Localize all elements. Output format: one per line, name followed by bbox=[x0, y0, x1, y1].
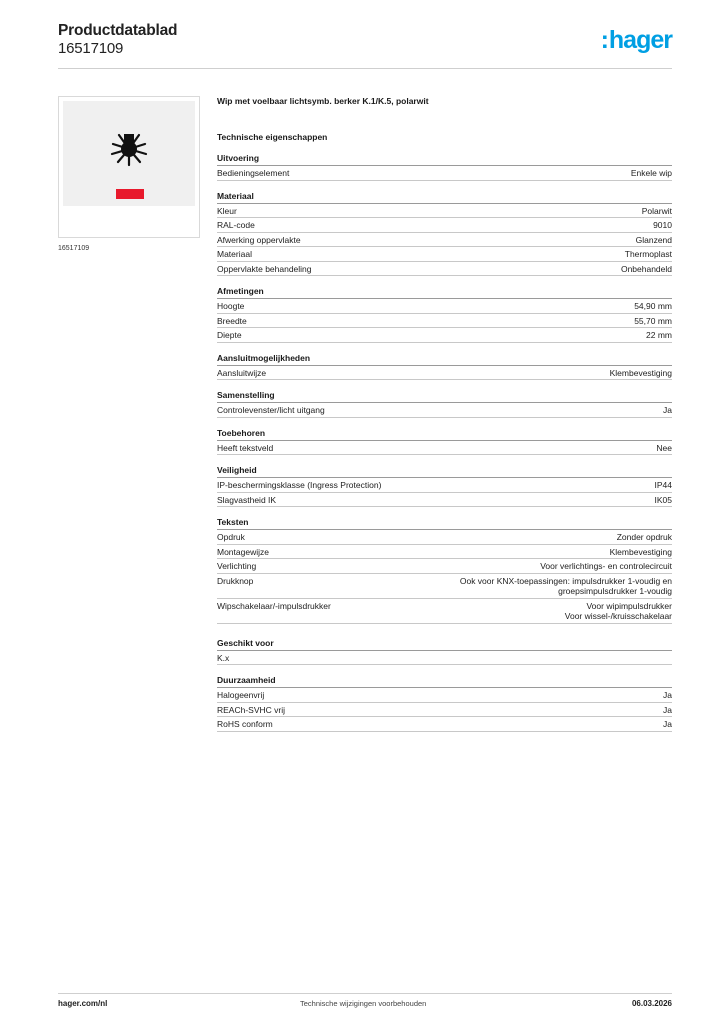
section-title: Toebehoren bbox=[217, 428, 672, 441]
spec-label: RoHS conform bbox=[217, 719, 273, 729]
spec-row bbox=[217, 204, 672, 219]
spec-row bbox=[217, 218, 672, 233]
spec-label: Drukknop bbox=[217, 575, 254, 586]
spec-label: Wipschakelaar/-impulsdrukker bbox=[217, 600, 331, 611]
spec-section bbox=[217, 428, 672, 456]
logo-text: hager bbox=[608, 26, 672, 54]
section-title: Aansluitmogelijkheden bbox=[217, 353, 672, 366]
spec-label: RAL-code bbox=[217, 220, 255, 230]
spec-row bbox=[217, 328, 672, 343]
product-number: 16517109 bbox=[58, 40, 124, 57]
spec-row bbox=[217, 493, 672, 508]
spec-label: Montagewijze bbox=[217, 546, 269, 557]
spec-row bbox=[217, 262, 672, 277]
spec-section bbox=[217, 638, 672, 666]
spec-value: Ja bbox=[663, 690, 672, 700]
spec-row bbox=[217, 233, 672, 248]
spec-section bbox=[217, 465, 672, 507]
spec-label: Slagvastheid IK bbox=[217, 494, 277, 505]
product-image bbox=[58, 96, 200, 238]
spec-value: 55,70 mm bbox=[634, 315, 672, 326]
spec-row bbox=[217, 688, 672, 703]
spec-row bbox=[217, 559, 672, 574]
spec-value: Ja bbox=[663, 704, 672, 715]
spec-value: IK05 bbox=[654, 494, 672, 505]
spec-value: Ja bbox=[663, 719, 672, 729]
spec-row bbox=[217, 441, 672, 456]
page-title: Productdatablad bbox=[58, 22, 178, 39]
spec-row bbox=[217, 403, 672, 418]
section-title: Uitvoering bbox=[217, 153, 672, 166]
spec-label: Oppervlakte behandeling bbox=[217, 263, 312, 274]
spec-value: 22 mm bbox=[646, 330, 672, 340]
footer-date: 06.03.2026 bbox=[631, 999, 672, 1008]
image-caption: 16517109 bbox=[58, 245, 90, 252]
spec-value: Klembevestiging bbox=[609, 546, 672, 557]
product-image-background bbox=[63, 101, 195, 206]
spec-label: Controlevenster/licht uitgang bbox=[217, 405, 325, 415]
spec-value: Voor wipimpulsdrukker Voor wissel-/kruisschakelaar bbox=[564, 600, 672, 621]
spec-label: Opdruk bbox=[217, 532, 245, 542]
spec-row bbox=[217, 574, 672, 599]
spec-label: Hoogte bbox=[217, 301, 245, 311]
spec-value: Ja bbox=[663, 405, 672, 415]
spec-label: Bedieningselement bbox=[217, 168, 290, 178]
red-indicator-window bbox=[116, 189, 144, 199]
product-title: Wip met voelbaar lichtsymb. berker K.1/K.5, polarwit bbox=[217, 96, 429, 106]
spec-value: Onbehandeld bbox=[620, 263, 672, 274]
spec-label: REACh-SVHC vrij bbox=[217, 704, 286, 715]
spec-label: K.x bbox=[217, 652, 230, 663]
spec-label: Heeft tekstveld bbox=[217, 442, 274, 453]
spec-row bbox=[217, 703, 672, 718]
spec-section bbox=[217, 517, 672, 624]
spec-value: Zonder opdruk bbox=[616, 532, 672, 542]
spec-value: Nee bbox=[656, 442, 672, 453]
spec-value: Voor verlichtings- en controlecircuit bbox=[540, 561, 672, 571]
section-title: Duurzaamheid bbox=[217, 675, 672, 688]
footer-disclaimer: Technische wijzigingen voorbehouden bbox=[300, 999, 427, 1008]
spec-value: Enkele wip bbox=[630, 168, 672, 178]
spec-value: Ook voor KNX-toepassingen: impulsdrukker 1-voudig en groepsimpulsdrukker 1-voudig bbox=[459, 575, 672, 596]
footer-divider bbox=[58, 993, 672, 994]
section-title: Geschikt voor bbox=[217, 638, 672, 651]
spec-section bbox=[217, 191, 672, 277]
section-title: Veiligheid bbox=[217, 465, 672, 478]
spec-row bbox=[217, 247, 672, 262]
spec-row bbox=[217, 651, 672, 666]
spec-section bbox=[217, 353, 672, 381]
spec-value bbox=[239, 653, 672, 664]
spec-label: Aansluitwijze bbox=[217, 367, 267, 378]
spec-value: 9010 bbox=[653, 220, 672, 230]
spec-row bbox=[217, 366, 672, 381]
product-details bbox=[217, 96, 672, 742]
footer-website-link[interactable]: hager.com/nl bbox=[58, 999, 108, 1008]
spec-label: Halogeenvrij bbox=[217, 690, 265, 700]
logo-colon: : bbox=[600, 26, 608, 54]
section-title: Teksten bbox=[217, 517, 672, 530]
spec-label: Diepte bbox=[217, 330, 242, 340]
section-title: Materiaal bbox=[217, 191, 672, 204]
spec-value: Thermoplast bbox=[624, 249, 672, 259]
spec-section bbox=[217, 390, 672, 418]
spec-row bbox=[217, 299, 672, 314]
spec-section bbox=[217, 675, 672, 732]
spec-value: IP44 bbox=[654, 480, 672, 490]
spec-row bbox=[217, 478, 672, 493]
spec-label: IP-beschermingsklasse (Ingress Protection) bbox=[217, 480, 382, 490]
spec-section bbox=[217, 286, 672, 343]
light-sun-symbol-icon bbox=[63, 101, 195, 206]
spec-row bbox=[217, 599, 672, 624]
spec-label: Verlichting bbox=[217, 561, 257, 571]
spec-value: Klembevestiging bbox=[609, 367, 672, 378]
spec-value: Glanzend bbox=[635, 234, 672, 245]
section-title: Samenstelling bbox=[217, 390, 672, 403]
spec-label: Afwerking oppervlakte bbox=[217, 234, 301, 245]
spec-row bbox=[217, 166, 672, 181]
spec-row bbox=[217, 545, 672, 560]
spec-sections bbox=[217, 153, 672, 732]
spec-value: Polarwit bbox=[641, 205, 672, 216]
spec-row bbox=[217, 530, 672, 545]
spec-label: Kleur bbox=[217, 205, 237, 216]
spec-value: 54,90 mm bbox=[634, 301, 672, 311]
spec-label: Breedte bbox=[217, 315, 247, 326]
spec-section bbox=[217, 153, 672, 181]
spec-row bbox=[217, 717, 672, 732]
header-divider bbox=[58, 68, 672, 69]
technical-properties-title: Technische eigenschappen bbox=[217, 132, 328, 142]
hager-logo[interactable] bbox=[601, 26, 672, 55]
section-title: Afmetingen bbox=[217, 286, 672, 299]
spec-row bbox=[217, 314, 672, 329]
spec-label: Materiaal bbox=[217, 249, 252, 259]
